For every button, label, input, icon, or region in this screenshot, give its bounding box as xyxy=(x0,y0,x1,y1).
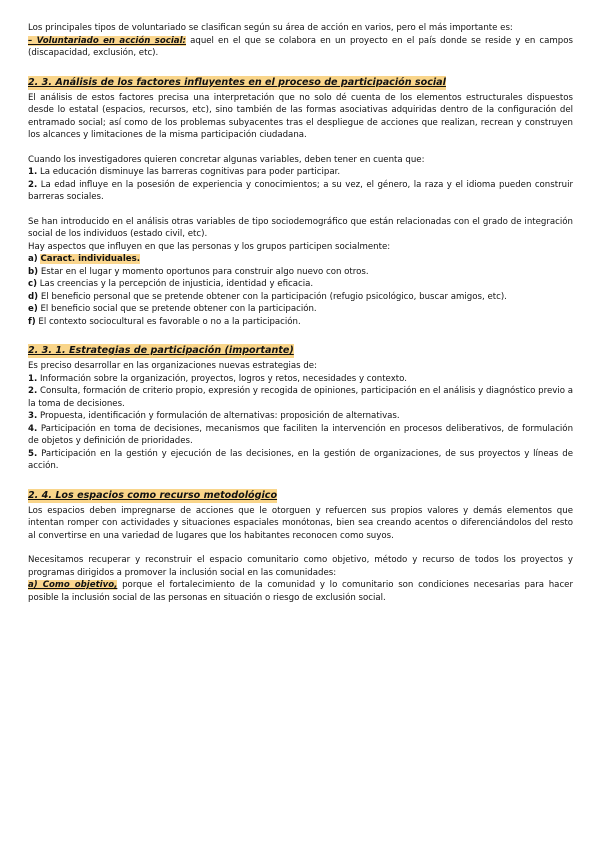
list-item: a) Caract. individuales. xyxy=(28,254,141,264)
list-item: b) Estar en el lugar y momento oportunos para construir algo nuevo con otros. xyxy=(28,266,369,277)
bullet-lead: – Voluntariado en acción social: xyxy=(28,35,186,46)
intro-bullet xyxy=(28,35,573,60)
paragraph: El análisis de estos factores precisa una interpretación que no solo dé cuenta de los elementos estructurales dispuestos desde lo estatal (espacios, recursos, etc), sino también de las formas asociativas adquiridas dentro de la configuración del entramado social; así como de los problemas subyacentes tras el despliegue de acciones que realizan, recrean y construyen los alcances y limitaciones de la misma participación ciudadana. xyxy=(28,92,573,140)
list-item: 1. La educación disminuye las barreras cognitivas para poder participar. xyxy=(28,167,341,177)
list-item: e) El beneficio social que se pretende obtener con la participación. xyxy=(28,304,317,314)
section-heading-2-4: 2. 4. Los espacios como recurso metodológico xyxy=(28,489,278,501)
paragraph: Necesitamos recuperar y reconstruir el espacio comunitario como objetivo, método y recurso de todos los proyectos y programas dirigidos a promover la inclusión social en las comunidades: xyxy=(28,555,573,578)
bullet-text: aquel en el que se colabora en un proyecto en el país donde se reside y en campos (discapacidad, exclusión, etc). xyxy=(28,35,573,58)
list-item: 4. Participación en toma de decisiones, mecanismos que faciliten la intervención en procesos deliberativos, de formulación de objetos y definición de prioridades. xyxy=(28,423,574,446)
paragraph: Hay aspectos que influyen en que las personas y los grupos participen socialmente: xyxy=(28,241,391,252)
paragraph: Cuando los investigadores quieren concretar algunas variables, deben tener en cuenta que: xyxy=(28,154,425,165)
paragraph: Los espacios deben impregnarse de acciones que le otorguen y refuercen sus propios valores y demás elementos que intentan romper con actividades y situaciones espaciales monótonas, bien sea creando acentos o diferenciándolos del resto al convertirse en una variedad de lugares que los habitantes reconocen como suyos. xyxy=(28,505,573,541)
document-page xyxy=(28,22,573,604)
list-item: a) Como objetivo, porque el fortalecimiento de la comunidad y lo comunitario son condiciones necesarias para hacer posible la inclusión social de las personas en situación o riesgo de exclusión social. xyxy=(28,580,573,603)
list-item: d) El beneficio personal que se pretende obtener con la participación (refugio psicológico, buscar amigos, etc). xyxy=(28,291,507,302)
paragraph: Se han introducido en el análisis otras variables de tipo sociodemográfico que están relacionadas con el grado de integración social de los individuos (estado civil, etc). xyxy=(28,216,573,239)
list-item: 2. La edad influye en la posesión de experiencia y conocimientos; a su vez, el género, la raza y el idioma pueden construir barreras sociales. xyxy=(28,179,574,202)
list-item: c) Las creencias y la percepción de injusticia, identidad y eficacia. xyxy=(28,279,314,289)
list-item: 5. Participación en la gestión y ejecución de las decisiones, en la gestión de organizaciones, de sus proyectos y líneas de acción. xyxy=(28,448,574,471)
section-heading-2-3-1: 2. 3. 1. Estrategias de participación (importante) xyxy=(28,345,294,356)
intro-paragraph: Los principales tipos de voluntariado se clasifican según su área de acción en varios, pero el más importante es: xyxy=(28,23,513,33)
list-item: 3. Propuesta, identificación y formulación de alternativas: proposición de alternativas. xyxy=(28,411,400,421)
list-item: 1. Información sobre la organización, proyectos, logros y retos, necesidades y contexto. xyxy=(28,373,407,384)
paragraph: Es preciso desarrollar en las organizaciones nuevas estrategias de: xyxy=(28,361,317,371)
list-item: f) El contexto sociocultural es favorable o no a la participación. xyxy=(28,316,301,327)
list-item: 2. Consulta, formación de criterio propio, expresión y recogida de opiniones, participación en el análisis y diagnóstico previo a la toma de decisiones. xyxy=(28,386,573,409)
section-heading-2-3: 2. 3. Análisis de los factores influyentes en el proceso de participación social xyxy=(28,76,446,88)
